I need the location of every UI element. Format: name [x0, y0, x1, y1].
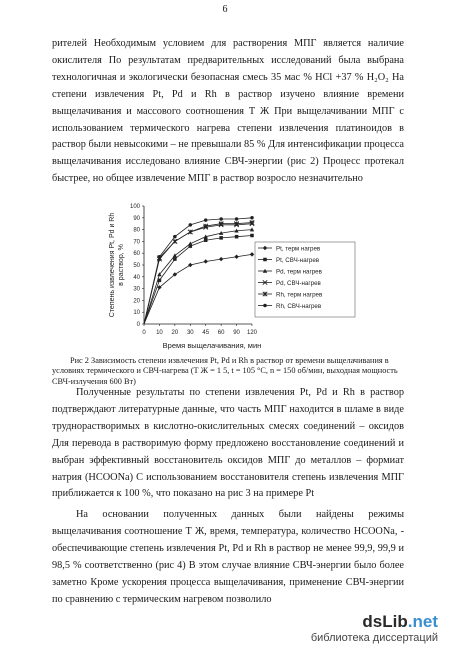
series-line [144, 254, 252, 324]
x-tick-label: 20 [171, 330, 179, 336]
x-tick-label: 30 [186, 330, 194, 336]
legend-marker [263, 246, 267, 250]
watermark-tld: .net [407, 612, 438, 631]
x-tick-label: 0 [142, 330, 146, 336]
y-axis-title-line2: в раствор, % [118, 244, 125, 286]
y-tick-label: 90 [133, 215, 140, 222]
data-point [250, 252, 254, 256]
x-axis-title: Время выщелачивания, мин [162, 341, 262, 350]
data-point [173, 235, 177, 239]
y-tick-label: 40 [133, 274, 140, 281]
legend-label: Rh, терм нагрев [276, 291, 323, 299]
x-tick-label: 90 [233, 330, 240, 336]
data-point [250, 234, 254, 238]
paragraph-intro: рителей Необходимым условием для растворения МПГ является наличие окислителя По результатам предварительных исследований была выбрана технологичная и экологически безопасная смесь 35 мас % HCl +37 % H₂O₂ На степени извлечения Pt, Pd и Rh в раствор изучено влияние времени выщелачивания и массового соотношения Т Ж При выщелачивании МПГ с использованием термического нагрева степени извлечения платиноидов в раствор были невысокими – не превышали 85 % Для интенсификации процесса выщелачивания исследовано влияние СВЧ-энергии (рис 2) Процесс протекал быстрее, но общее извлечение МПГ в раствор возросло незначительно [52, 38, 404, 185]
y-tick-label: 30 [133, 286, 140, 293]
data-point [188, 242, 192, 246]
y-tick-label: 50 [133, 263, 140, 269]
data-point [188, 230, 192, 234]
series-line [144, 230, 252, 324]
data-point [173, 239, 177, 243]
x-tick-label: 60 [217, 330, 225, 336]
x-tick-label: 120 [246, 330, 258, 336]
data-point [219, 236, 223, 240]
y-tick-label: 100 [129, 204, 140, 210]
legend-marker [263, 258, 267, 262]
data-point [173, 257, 177, 261]
data-point [158, 255, 162, 259]
y-tick-label: 60 [133, 251, 140, 258]
y-tick-label: 20 [133, 298, 140, 305]
watermark [311, 612, 438, 644]
legend-label: Pd, терм нагрев [276, 268, 322, 276]
y-tick-label: 70 [133, 239, 140, 246]
watermark-subtitle: библиотека диссертаций [310, 632, 438, 644]
y-tick-label: 10 [133, 310, 140, 317]
series-line [144, 218, 252, 324]
page-number: 6 [222, 4, 228, 15]
data-point [250, 216, 254, 220]
data-point [219, 217, 223, 221]
data-point [235, 217, 239, 221]
legend-label: Pt, СВЧ-нагрев [276, 257, 320, 264]
y-tick-label: 80 [133, 227, 140, 234]
y-tick-label: 0 [136, 322, 140, 328]
y-axis-title: Степень извлечения Pt, Pd и Rh [109, 212, 116, 318]
data-point [189, 223, 193, 227]
watermark-logo [311, 612, 438, 632]
watermark-brand: dsLib [362, 612, 408, 631]
x-tick-label: 45 [202, 330, 210, 336]
data-point [234, 255, 238, 259]
legend-label: Pd, СВЧ-нагрев [276, 280, 321, 287]
paragraph-results: Полученные результаты по степени извлечения Pt, Pd и Rh в раствор подтверждают литературные данные, что часть МПГ находится в шламе в виде труднорастворимых в кислотно-окислительных смесях соединений – оксидов Для перевода в растворимую форму предложено восстановление соединений и выбран эффективный восстановитель оксидов МПГ до металлов – формиат натрия (HCOONa) С использованием восстановителя степень извлечения МПГ приближается к 100 %, что показано на рис 3 на примере Pt [52, 387, 404, 500]
legend-label: Pt, терм нагрев [276, 245, 321, 253]
x-tick-label: 10 [156, 330, 163, 336]
data-point [188, 263, 192, 267]
legend-label: Rh, СВЧ-нагрев [276, 303, 322, 310]
legend-marker [263, 304, 267, 308]
figure-chart [92, 200, 362, 356]
figure-caption: Рис 2 Зависимость степени извлечения Pt, Pd и Rh в раствор от времени выщелачивания в условиях термического и СВЧ-нагрева (Т Ж = 1 5, t = 105 °С, n = 150 об/мин, выходная мощность СВЧ-излучения 600 Вт) [52, 356, 398, 386]
data-point [204, 238, 208, 242]
data-point [204, 218, 208, 222]
data-point [219, 257, 223, 261]
data-point [204, 259, 208, 263]
data-point [235, 235, 239, 239]
paragraph-conclusion: На основании полученных данных были найдены режимы выщелачивания соотношение Т Ж, время, температура, количество HCOONa, - обеспечивающие степень извлечения Pt, Pd и Rh в раствор не менее 99,9, 99,9 и 98,5 % соответственно (рис 4) В этом случае влияние СВЧ-энергии было более заметно Кроме ускорения процесса выщелачивания, применение СВЧ-энергии по сравнению с термическим нагревом позволило [52, 509, 404, 605]
